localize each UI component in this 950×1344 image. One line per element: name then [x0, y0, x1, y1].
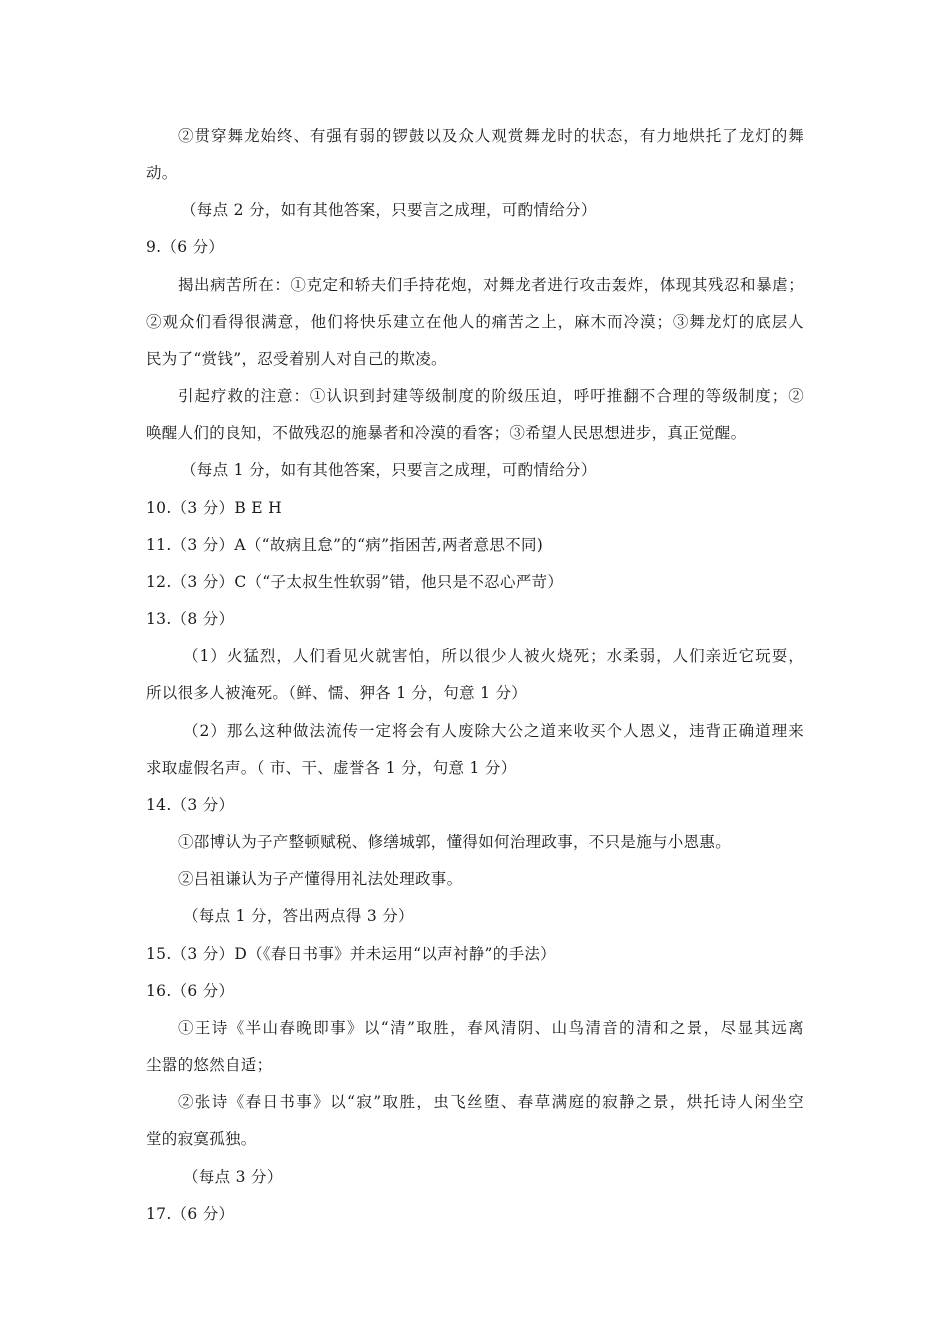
text-line: ②观众们看得很满意，他们将快乐建立在他人的痛苦之上，麻木而冷漠；③舞龙灯的底层人 [146, 313, 804, 331]
question-number: 13.（8 分） [146, 610, 235, 628]
question-number: 15.（3 分）D（《春日书事》并未运用“以声衬静”的手法） [146, 945, 556, 963]
question-number: 9.（6 分） [146, 238, 225, 256]
text-line: 所以很多人被淹死。（鲜、懦、狎各 1 分，句意 1 分） [146, 684, 528, 702]
text-line: 民为了“赏钱”，忍受着别人对自己的欺凌。 [146, 350, 447, 368]
text-line: ①王诗《半山春晚即事》以“清”取胜，春风清阴、山鸟清音的清和之景，尽显其远离 [178, 1019, 804, 1037]
text-line: （每点 2 分，如有其他答案，只要言之成理，可酌情给分） [181, 201, 597, 219]
question-number: 12.（3 分）C（“子太叔生性软弱”错，他只是不忍心严苛） [146, 573, 564, 591]
text-line: ②张诗《春日书事》以“寂”取胜，虫飞丝堕、春草满庭的寂静之景，烘托诗人闲坐空 [178, 1093, 804, 1111]
question-number: 16.（6 分） [146, 982, 235, 1000]
question-number: 11.（3 分）A（“故病且怠”的“病”指困苦,两者意思不同) [146, 536, 544, 554]
text-line: ②贯穿舞龙始终、有强有弱的锣鼓以及众人观赏舞龙时的状态，有力地烘托了龙灯的舞 [178, 127, 804, 145]
text-line: （每点 1 分，如有其他答案，只要言之成理，可酌情给分） [181, 461, 597, 479]
question-number: 10.（3 分）B E H [146, 499, 282, 517]
question-number: 14.（3 分） [146, 796, 235, 814]
question-number: 17.（6 分） [146, 1205, 235, 1223]
text-line: 动。 [146, 164, 178, 182]
text-line: 唤醒人们的良知，不做残忍的施暴者和冷漠的看客；③希望人民思想进步，真正觉醒。 [146, 424, 747, 442]
text-line: 尘嚣的悠然自适； [146, 1056, 273, 1074]
text-line: （2）那么这种做法流传一定将会有人废除大公之道来收买个人恩义，违背正确道理来 [183, 722, 804, 740]
text-line: 揭出病苦所在：①克定和轿夫们手持花炮，对舞龙者进行攻击轰炸，体现其残忍和暴虐； [178, 276, 804, 294]
text-line: （每点 1 分，答出两点得 3 分） [183, 907, 414, 925]
text-line: 求取虚假名声。（ 市、干、虚誉各 1 分，句意 1 分） [146, 759, 517, 777]
text-line: （1）火猛烈，人们看见火就害怕，所以很少人被火烧死；水柔弱，人们亲近它玩耍， [183, 647, 804, 665]
text-line: ①邵博认为子产整顿赋税、修缮城郭，懂得如何治理政事，不只是施与小恩惠。 [178, 833, 732, 851]
text-line: ②吕祖谦认为子产懂得用礼法处理政事。 [178, 870, 463, 888]
text-line: （每点 3 分） [183, 1168, 283, 1186]
text-line: 堂的寂寞孤独。 [146, 1130, 257, 1148]
text-line: 引起疗救的注意：①认识到封建等级制度的阶级压迫，呼吁推翻不合理的等级制度；② [178, 387, 804, 405]
